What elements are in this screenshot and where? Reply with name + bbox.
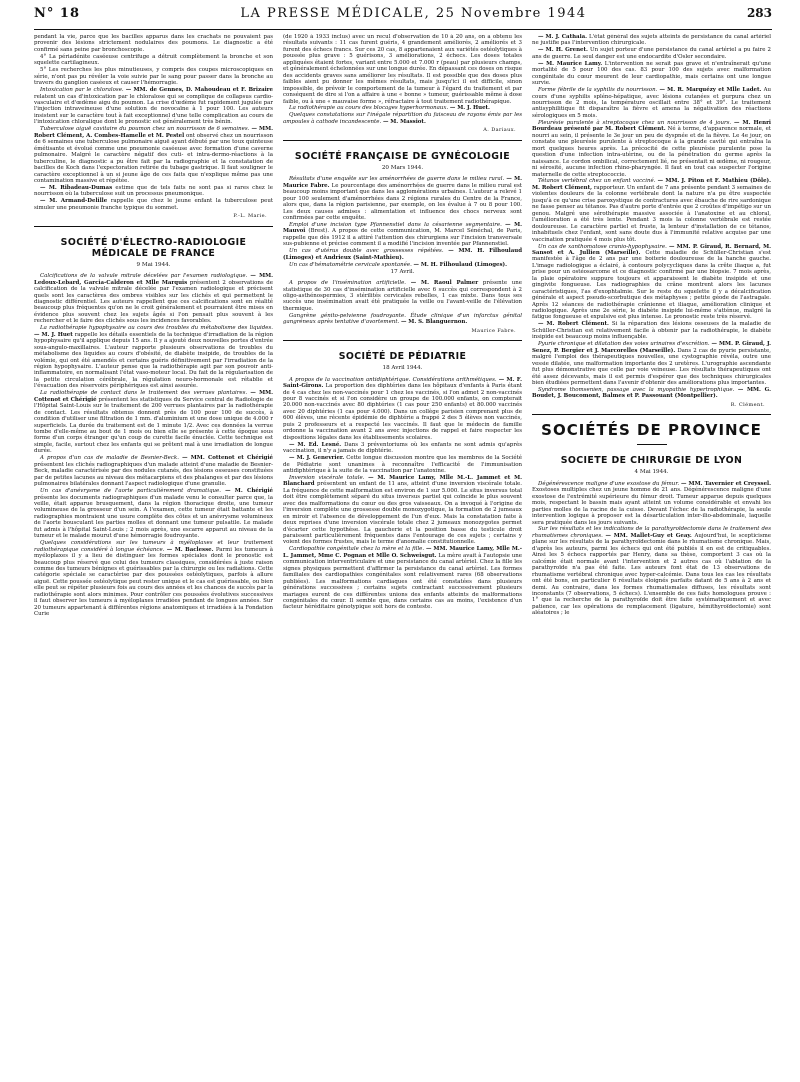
communication	[532, 321, 771, 340]
communication-text: Aujourd'hui, le scepticisme plane sur les résultats de la parathyroïdectomie dans le rhumatisme chronique. Mais, d'après les auteurs, parmi les échecs qui ont été publiés il en est de critiquables. Ainsi les 5 échecs rapportés par Henry, dans sa thèse, comportent 3 cas où la calcémie était normale avant l'intervention et 2 autres cas où l'ablation de la parathyroïde n'a pas été faite. Les auteurs font état de 13 observations de rhumatisme vertébral chronique avec hyper-calcémie. Dans tous les cas les résultats ont été bons, en particulier 6 résultats éloignés parfaits datant de 5 ans à 2 ans et demi. Au contraire, dans les formes rhumatismales diffuses, les résultats sont inconstants (7 observations, 5 échecs). L'ensemble de ces faits homologues prouve : 1° que la recherche de la parathyroïde doit être faite systématiquement et avec patience, car les opérations de remplacement (ligature, hémithyroïdectomie) sont aléatoires ; le	[532, 532, 771, 617]
communication	[34, 488, 273, 540]
communication-authors: — M. Raoul Palmer	[410, 280, 479, 287]
communication	[34, 325, 273, 390]
communication-title: A propos d'un cas de maladie de Besnier-Beck.	[40, 455, 179, 462]
communication-title: La radiothérapie hypophysaire au cours des troubles du métabolisme des liquides.	[40, 325, 273, 332]
communication-authors: — M. J. Genevrier.	[289, 455, 345, 462]
communication	[532, 526, 771, 616]
communication-text: estime que de tels faits ne sont pas si rares chez le nourrisson où la tuberculose suit un processus pneumonique.	[34, 184, 273, 198]
communication-authors: — M. Armand-Delille	[40, 198, 108, 205]
communication	[283, 222, 522, 248]
signature: R. Clément.	[730, 401, 765, 408]
communication-authors: — MM. Robert Clément, A. Combes-Hamelle et M. Pestel	[34, 126, 273, 139]
communication-text: Parmi les tumeurs à myéloplaxes il y a lieu de distinguer les formes spéciales dont le pronostic est beaucoup plus réservé que celui des tumeurs classiques, considérées à juste raison comme des tumeurs bénignes et guérissables par la chirurgie ou les radiations. Cette catégorie spéciale se caractérise par des poussées ostéolytiques, parfois à allure aiguë. Cette poussée ostéolytique peut rester unique et le cas est guérissable, ou bien elle peut se répéter plusieurs fois au cours des années et les chances de succès par la radiothérapie sont alors minimes. Pour contrôler ces poussées évolutives successives il faut observer les tumeurs à myéloplaxes irradiées pendant de longues années. Sur 20 tumeurs appartenant à différentes régions anatomiques et irradiées à la Fondation Curie	[34, 546, 273, 618]
communication-text: Exostoses multiples chez un jeune homme de 21 ans. Dégénérescence maligne d'une exostose de l'extrémité supérieure du fémur droit. Tumeur apparue depuis quelques mois, respectant le bassin mais ayant atteint un volume considérable et envahi les parties molles de la racine de la cuisse. Devant l'échec de la radiothérapie, la seule intervention logique à proposer est la désarticulation inter-ilio-abdominale, laquelle sera pratiquée dans les jours suivants.	[532, 487, 771, 526]
communication-authors: — MM. Maurice Lamy, Mlle M.-L. Jammet, Mme C. Pognan et Mlle O. Schweisgut.	[283, 546, 522, 559]
communication	[283, 280, 522, 312]
communication-title: Dégénérescence maligne d'une exostose du fémur.	[538, 480, 680, 487]
communication-authors: — M. Chérigié	[225, 488, 273, 495]
communication-authors: — MM. de Gennes, D. Mahoudeau et F. Brizaire	[125, 87, 273, 94]
communication	[283, 105, 522, 111]
communication	[283, 313, 522, 326]
communication-authors: — M. S. Blanguernon.	[400, 319, 468, 326]
communication	[283, 262, 522, 268]
running-head	[34, 6, 772, 30]
communication-text: Cette longue discussion montre que les membres de la Société de Pédiatrie sont unanimes à reconnaître l'efficacité de l'immunisation antidiphtérique à la suite de la vaccination par l'anatoxine.	[283, 455, 522, 474]
communication	[283, 475, 522, 546]
signature: P.-L. Marie.	[233, 213, 267, 220]
paragraph: 4° La périadénite caséeuse centrifuge a détruit complètement la bronche et son squelette cartilagineux.	[34, 53, 273, 67]
communication-title: La radiothérapie au cours des blocages hyperhormonaux.	[289, 105, 449, 112]
communication-title: Un cas d'utérus double avec grossesses répétées.	[289, 248, 444, 255]
communication-authors: — M. Massiot.	[382, 118, 426, 125]
article-columns	[34, 34, 772, 1079]
communication	[532, 178, 771, 243]
communication-title: Sur les résultats et les indications de la parathyroïdectomie dans le traitement des rhumatismes chroniques.	[532, 526, 771, 539]
communication	[34, 87, 273, 126]
communication-text: ont observé chez un nourrisson de 6 semaines une tuberculose pulmonaire aiguë ayant débuté par une toux quinteuse émétisante et évolué comme une pneumonie caséeuse avec formation d'une caverne pulmonaire. Malgré le caractère négatif des cuti- et intra-dermo-réactions à la tuberculine, le diagnostic a pu être fait par la radiographie et la constatation de bacilles de Koch dans l'expectoration retirée du tubage gastrique. Il faut souligner le caractère exceptionnel à un si jeune âge de ces faits que n'explique même pas une contamination massive et répétée.	[34, 132, 273, 184]
communication-title: Un cas d'anévrysme de l'aorte particulièrement dramatique.	[40, 488, 221, 495]
signature: A. Dariaux.	[483, 127, 516, 134]
communication-authors: — MM. Tavernier et Creyssel.	[681, 480, 771, 487]
communication	[283, 176, 522, 221]
communication	[283, 546, 522, 611]
communication	[34, 273, 273, 325]
communication	[532, 120, 771, 178]
communication-title: Emploi d'une incision type Pfannenstiel dans la césarienne segmentaire.	[289, 221, 502, 228]
communication-authors: — M. R. Marquézy et Mlle Ladet.	[659, 87, 762, 94]
communication-authors: — M. Maurice Fabre.	[283, 176, 522, 189]
communication-text: présentent 2 observations de calcification de la valvule mitrale décelée par l'examen radiologique et précisent quels sont les caractères des ombres visibles sur les clichés et qui permettent le diagnostic différentiel. Les auteurs rappellent que ces calcifications sont en réalité beaucoup plus fréquentes qu'on ne le croit généralement et pourraient être mises en évidence plus souvent chez les sujets âgés si l'on pensait plus souvent à les rechercher et le faire des clichés sous les incidences favorables.	[34, 279, 273, 325]
communication-title: Un cas d'hématométrie cervicale spontanée.	[289, 261, 412, 268]
communication	[532, 34, 771, 47]
page-number: 283	[746, 6, 772, 20]
communication-text: rappelle les détails essentiels de la technique d'irradiation de la région hypophysaire qu'il applique depuis 15 ans. Il y a ajouté deux nouvelles portes d'entrée sous-angulo-maxillaires. L'auteur rapporte plusieurs observations de troubles du métabolisme des liquides au cours d'obésité, de diabète insipide, de troubles de la volémie, qui ont été amendés et certains guéris définitivement par l'irradiation de la région hypophysaire. L'auteur pense que la radiothérapie agit par son pouvoir anti-inflammatoire, en normalisant l'état vaso-moteur local. Du fait de la régularisation de la petite circulation cérébrale, la régulation neuro-hormonale est rétablie et l'évacuation des réservoirs périphériques est ainsi assurée.	[34, 331, 273, 390]
communication	[532, 387, 771, 400]
communication	[34, 126, 273, 184]
communication-title: Gangrène génito-pelvienne foudroyante. Étude clinique d'un infarctus génital gangréneux après tentative d'avortement.	[283, 312, 522, 326]
communication-authors: — M. H. Grenet.	[538, 47, 588, 54]
section-rule	[34, 226, 273, 227]
communication-authors: — M. Ribadeau-Dumas	[40, 184, 113, 191]
communication-authors: — M. Robert Clément.	[538, 321, 609, 328]
communication-text: relatent un cas d'intoxication par le chloralose qui se complique de collapsus cardio-vasculaire et d'œdème aigu du poumon. La crise d'œdème fut rapidement jugulée par l'injection intraveineuse d'une solution de novocaïne à 1 pour 100. Les auteurs insistent sur le caractère tout à fait exceptionnel d'une telle complication au cours de l'intoxication chloralique dont le pronostic est généralement très bénin.	[34, 93, 273, 126]
communication	[283, 455, 522, 474]
communication-title: Quelques considérations sur les tumeurs à myéloplaxes et leur traitement radiothérapique considéré à longue échéance.	[34, 540, 273, 553]
communication-authors: — M. Mauvoi	[283, 221, 522, 235]
communication-title: Cardiopathie congénitale chez la mère et la fille.	[289, 546, 425, 553]
communication-text: présentent un enfant de 11 ans, atteint d'une inversion viscérale totale. La fréquence de cette malformation est environ de 1 sur 5.000. Le situs inversus total doit être complètement séparé du situs inversus partiel qui coïncide le plus souvent avec des malformations du cœur ou des gros vaisseaux. On a invoqué à l'origine de l'inversion complète une grossesse double monozygotique, la formation de 2 jumeaux en miroir et l'absence de développement de l'un d'eux. Mais la constatation faite à deux reprises d'une inversion viscérale totale chez 2 jumeaux monozygotes permet d'écarter cette hypothèse. La gaucherie et la position basse du testicule droit paraissent particulièrement fréquentes dans l'entourage de ces sujets ; certains y voient des formes frustes, mais le terme d'anomalie constitutionnelle.	[283, 481, 522, 546]
communication-text: Un sujet porteur d'une persistance du canal artériel a pu faire 2 ans de guerre. Le seul danger est une endocardite d'Osler secondaire.	[532, 47, 771, 60]
communication-text: présente une statistique de 30 cas d'insémination artificielle avec 6 succès qui correspondent à 2 oligo-asthénospermies, 3 stérilités cervicales rebelles, 1 cas mixte. Dans tous ses succès une insémination avait été pratiquée la veille ou l'avant-veille de l'élévation thermique.	[283, 280, 522, 312]
section-heading: SOCIÉTÉS DE PROVINCE	[541, 421, 762, 440]
paragraph: pendant la vie, parce que les bacilles apparus dans les crachats ne pouvaient pas provenir des lésions strictement nodulaires des poumons. Le diagnostic a été confirmé sans peine par bronchoscopie.	[34, 34, 273, 53]
communication-authors: — MM. Cottenot et Chérigié	[182, 455, 273, 462]
communication	[34, 198, 273, 211]
communication-text: (Brest). A propos de cette communication, M. Marcel Sénéchal, de Paris, rappelle que dès 1912 il a attiré l'attention des chirurgiens sur l'incision transversale sus-pubienne et précise comment il a modifié l'incision inventée par Pfannenstiel.	[283, 228, 522, 248]
column-2	[283, 34, 522, 1079]
section-rule	[283, 340, 522, 341]
communication-title: Pleurésie purulente à streptocoque chez un nourrisson de 4 jours.	[538, 119, 732, 126]
communication-title: Syndrome thomsenien, passage avec la myopathie hypertrophique.	[538, 386, 735, 393]
communication-title: Tuberculose aiguë cavitaire du poumon chez un nourrisson de 6 semaines.	[40, 126, 250, 133]
society-heading: SOCIÉTÉ FRANÇAISE DE GYNÉCOLOGIE	[294, 150, 511, 162]
communication-title: A propos de la vaccination antidiphtérique. Considérations arithmétiques.	[289, 376, 497, 383]
section-rule	[283, 140, 522, 141]
communication-authors: — M. Maurice Lamy, Mlle M.-L. Jammet et M. Blanchard	[283, 474, 522, 488]
communication	[34, 390, 273, 455]
communication-text: L'intervention ne serait pas grave et n'entraînerait qu'une mortalité de 5 pour 100 des cas. 83 pour 100 des sujets avec malformation congénitale du cœur meurent de leur cardiopathie, mais certains ont une longue survie.	[532, 60, 771, 87]
session-date: 20 Mars 1944.	[381, 164, 424, 171]
communication	[532, 61, 771, 87]
communication-text: Le pourcentage des aménorrhées de guerre dans le milieu rural est beaucoup moins important que dans les agglomérations urbaines. L'auteur a relevé 1 pour 100 seulement d'aménorrhées dans 2 régions rurales du Centre de la France, alors que, dans la région parisienne, par exemple, on les évalue à 7 ou 8 pour 100. Les deux causes admises : alimentation et influence des chocs nerveux sont confirmées par cette enquête.	[283, 182, 522, 221]
communication-text: Né à terme, d'apparence normale, et nourri au sein, il présente le 3e jour un peu de dyspnée et de la fièvre. Le 4e jour, on constate une pleurésie purulente à streptocoque à la grande cavité qui entraîna la mort quelques heures après. La précocité de cette pleurésie purulente pose la question d'une infection intra-utérine, ou de la pénétration du germe après la naissance. Le cordon ombilical, correctement lié, ne présentait ni œdème, ni rougeur, ni sérosité, aucune infection rhino-pharyngée. Il faut en tout cas suspecter l'origine maternelle de cette streptococcie.	[532, 126, 771, 178]
communication-authors: — MM. J. Piton et F. Mathieu (Dôle). M. Robert Clément,	[532, 178, 771, 191]
communication-text: Dans 3 préventoriums où les enfants ne sont admis qu'après vaccination, il n'y a jamais de diphtérie.	[283, 441, 522, 455]
column-3	[532, 34, 771, 1079]
communication-text: Si la réparation des lésions osseuses de la maladie de Schüller-Christian est relativement facile à obtenir par la radiothérapie, le diabète insipide est beaucoup moins influençable.	[532, 321, 771, 341]
section-rule	[532, 414, 771, 415]
session-date: 18 Avril 1944.	[382, 365, 423, 372]
communication-authors: — MM. Ledoux-Lebard, Garcia-Calderon et Mlle Marquis	[34, 273, 273, 286]
communication-title: Calcifications de la valvule mitrale décelées par l'examen radiologique.	[40, 273, 248, 280]
communication-authors: — M. Ed. Lesné.	[289, 441, 342, 448]
communication-authors: — M. Baclesse.	[166, 546, 214, 553]
communication	[34, 455, 273, 487]
communication	[532, 341, 771, 386]
journal-title: LA PRESSE MÉDICALE, 25 Novembre 1944	[240, 6, 587, 21]
communication-text: L'état général des sujets atteints de persistance du canal artériel ne justifie pas l'intervention chirurgicale.	[532, 34, 771, 47]
communication	[283, 377, 522, 442]
society-heading: SOCIÉTÉ D'ÉLECTRO-RADIOLOGIE MÉDICALE DE FRANCE	[60, 236, 247, 259]
paragraph: (de 1920 à 1933 inclus) avec un recul d'observation de 10 à 20 ans, on a obtenu les résultats suivants : 11 cas furent guéris, 4 grandement améliorés, 2 améliorés et 3 furent des échecs francs. Sur ces 20 cas, 8 appartenaient aux variétés ostéolytiques à poussée plus grave : 5 guérisons, 3 améliorations, 2 échecs. Les doses totales appliquées étaient fortes, variant entre 5.000 et 7.000 r (peau) par plusieurs champs, et généralement échelonnées sur une longue durée. En dépassant ces doses on risque des accidents graves sans améliorer les résultats. Il est possible que des doses plus faibles aient pu donner les mêmes résultats, mais jusqu'ici il est difficile, sinon impossible, de prévoir le comportement de la tumeur à l'égard du traitement et par conséquent de dire si l'on a affaire à une « bonne » tumeur, guérissable même à dose faible, ou à une « mauvaise forme », réfractaire à tout traitement radiothérapique.	[283, 34, 522, 105]
communication-text: rapporteur. Un enfant de 7 ans présente pendant 3 semaines de violentes douleurs de la colonne vertébrale dont la nature n'a pu être suspectée jusqu'à ce qu'une crise paroxystique de contractures avec ébauche de rire sardonique ne fasse penser au tétanos. Pas d'autre porte d'entrée que 2 croûtes d'impétigo sur un genou. Malgré une sérothérapie massive associée à l'anatoxine et au chloral, l'amélioration a été très lente. Pendant 3 mois la colonne vertébrale est restée douloureuse. Le caractère partiel et fruste, la lenteur d'installation de ce tétanos, inhabituels chez l'enfant, sont sans doute dus à l'immunité relative acquise par une vaccination pratiquée 4 mois plus tôt.	[532, 184, 771, 243]
paragraph: 5° Les recherches les plus minutieuses, y compris des coupes microscopiques en série, n'ont pas pu révéler la voie suivie par le sang pour passer dans la bronche au travers du ganglion caséeux et causer l'hémorragie.	[34, 67, 273, 87]
communication-text: La mère avait à l'autopsie une communication interventriculaire et une persistance du canal artériel. Chez la fille les signes physiques permettent d'affirmer la persistance du canal artériel. Les formes familiales des cardiopathies congénitales sont relativement rares (68 observations publiées). Les malformations cardiaques ont été constatées dans plusieurs générations successives ; certains sujets contractant successivement plusieurs mariages eurent de ces différentes unions des enfants atteints de malformations congénitales du cœur. Il semble que, dans certains cas au moins, l'existence d'un facteur héréditaire génotypique soit hors de conteste.	[283, 552, 522, 611]
communication-title: Quelques constatations sur l'inégale répartition du faisceau de rayons émis par les ampoules à cathode incandescente.	[283, 112, 522, 125]
society-heading: SOCIÉTÉ DE PÉDIATRIE	[338, 351, 467, 363]
communication-text: présente les documents radiographiques d'un malade venu le consulter parce que, la veille, était apparue brusquement, dans la région thoracique droite, une tumeur volumineuse de la grosseur d'un sein. A l'examen, cette tumeur était battante et les radiographies montraient une usure complète des côtes et un anévrysme volumineux de l'aorte bousculant les parties molles et donnant une tumeur pulsatile. Le malade fut admis à l'hôpital Saint-Louis ; 2 mois après, une escarre apparut au niveau de la tumeur et le malade mourut d'une hémorragie foudroyante.	[34, 494, 273, 540]
communication-authors: — MM. H. Filhoulaud (Limoges) et Andrieux (Saint-Mathieu).	[283, 248, 522, 261]
communication	[283, 112, 522, 125]
communication-authors: — M. J. Huet	[34, 331, 73, 338]
session-date: 4 Mai 1944.	[634, 469, 669, 476]
communication	[532, 481, 771, 526]
divider	[637, 444, 667, 445]
signature: Maurice Fabre.	[471, 327, 516, 334]
communication	[532, 47, 771, 60]
session-date: 17 Avril.	[390, 268, 415, 275]
communication	[283, 248, 522, 261]
communication-title: Forme fébrile de la syphilis du nourrisson.	[538, 87, 658, 94]
communication-authors: — M. J. Huet.	[449, 105, 490, 112]
communication-text: La proportion des diphtéries dans les hôpitaux d'enfants à Paris étant de 4 cas chez les non-vaccinés pour 1 chez les vaccinés, si l'on admet 2 non-vaccinés pour 8 vaccinés et si l'on considère un groupe de 100.000 enfants, on compterait 20.000 non-vaccinés avec 80 diphtéries (1 cas pour 250 enfants) et 80.000 vaccinés avec 20 diphtéries (1 cas pour 4.000). Dans un collège parisien comprenant plus de 600 élèves, une récente épidémie de diphtérie a frappé 2 des 5 élèves non vaccinés, puis 2 professeurs et a respecté les vaccinés. Il faut que le médecin de famille ordonne la vaccination avant 2 ans avec injections de rappel et faire respecter les dispositions légales dans les établissements scolaires.	[283, 383, 522, 441]
communication-text: Au cours d'une syphilis spléno-hépatique, avec lésions cutanées et purpura chez un nourrisson de 2 mois, la température oscillait entre 38° et 39°. Le traitement antisyphilitique fit disparaître la fièvre et amena la négativation des réactions sérologiques en 5 mois.	[532, 87, 771, 119]
communication-title: Inversion viscérale totale.	[289, 474, 365, 481]
communication-authors: — MM. P. Giraud, R. Bernard, M. Sansot et A. Jullien (Marseille).	[532, 243, 771, 256]
communication-authors: — M. H. Filhoulaud (Limoges).	[413, 261, 507, 268]
communication-text: rappelle que chez le jeune enfant la tuberculose peut simuler une pneumonie franche typique du sommet.	[34, 198, 273, 211]
communication-title: Tétanos vertébral chez un enfant vacciné.	[538, 178, 656, 185]
communication-authors: — MM. Cottenot et Chérigié	[34, 390, 273, 403]
communication	[283, 442, 522, 455]
session-date: 9 Mai 1944.	[136, 261, 171, 268]
communication-title: Pyurie chronique et dilatation des voies urinaires d'excrétion.	[538, 341, 710, 348]
communication	[34, 540, 273, 617]
society-heading: SOCIETE DE CHIRURGIE DE LYON	[560, 455, 743, 467]
communication-title: Un cas de xanthomatose cranio-hypophysaire.	[538, 243, 667, 250]
communication	[532, 87, 771, 119]
communication-text: présentent les statistiques du Service central de Radiologie de l'Hôpital Saint-Louis sur le traitement de 200 verrues plantaires par la radiothérapie de contact. Les résultats obtenus donnent près de 100 pour 100 de succès, à condition d'utiliser une filtration de 1 mm. d'aluminium et une dose unique de 4.000 r superficiels. La durée du traitement est de 1 minute 1/2. Avec ces données la verrue tombe d'elle-même au bout de 1 mois ou bien elle se présente à cette époque sous forme d'un corps étranger qu'un coup de curette facile énuclée. Cette technique est simple, facile, surtout chez les enfants qui se prêtent mal à une irradiation de longue durée.	[34, 396, 273, 455]
communication-authors: — M. Maurice Lamy.	[538, 60, 603, 67]
communication-authors: — MM. Mallet-Guy et Geay.	[605, 532, 692, 539]
communication-authors: — M. J. Cathala.	[538, 34, 588, 40]
communication-title: A propos de l'insémination artificielle.	[289, 280, 407, 287]
communication-text: Cette maladie de Schüller-Christian s'est manifestée à l'âge de 2 ans par une boiterie douloureuse de la hanche gauche. L'image radiologique a éclairé, à contours polycycliques dans la crête iliaque a, fut prise pour un ostéosarcome et ce diagnostic confirmé par une biopsie. 7 mois après, la plaie opératoire suppure toujours et apparaissent le diabète insipide et une gingivite fongueuse. Les radiographies du crâne montrent alors les lacunes caractéristiques, l'as d'exophtalmie. Sur le reste du squelette il y a décalcification générale et aspect pseudo-scorbutique des métaphyses ; petite géode de l'astragale. Après 12 séances de radiothérapie crânienne et iliaque, amélioration clinique et radiologique. Après une 2e série, le diabète insipide lui-même s'atténue, malgré la fatigue fongueuse et expulsive est plus intense. Le pronostic reste très réservé.	[532, 249, 771, 321]
communication-text: présentent les clichés radiographiques d'un malade atteint d'une maladie de Besnier-Beck, maladie caractérisée par des nodules cutanés, des lésions osseuses constituées par de petites lacunes au niveau des métacarpiens et des phalanges et par des lésions pulmonaires bilatérales donnant l'aspect radiologique d'une granulie.	[34, 461, 273, 488]
communication	[34, 185, 273, 198]
communication-title: La radiothérapie de contact dans le traitement des verrues plantaires.	[40, 390, 248, 397]
communication-title: Résultats d'une enquête sur les aménorrhées de guerre dans le milieu rural.	[289, 176, 505, 183]
communication-authors: — M. Henri Bourdeau présenté par M. Robert Clément.	[532, 119, 771, 133]
communication-text: Dans 2 cas de pyurie persistante, malgré l'emploi des thérapeutiques nouvelles, une cystographie révéla, outre une vessie dilatée, une malformation importante des 2 uretères. L'urographie ascendante fut plus démonstrative que celle par voie veineuse. Les résultats thérapeutiques ont été assez décevants, mais il est permis d'espérer que des techniques chirurgicales bien étudiées permettent dans l'avenir d'obtenir des améliorations plus importantes.	[532, 347, 771, 387]
communication-authors: — M. F. Saint-Girons.	[283, 376, 522, 390]
communication-authors: — MM. P. Giraud, J. Senez, P. Bergier et J. Marcorelles (Marseille).	[532, 341, 771, 354]
communication-authors: — MM. G. Boudet, J. Boucomont, Balmes et P. Passouant (Montpellier).	[532, 386, 771, 400]
communication	[532, 244, 771, 321]
communication-title: Intoxication par le chloralose.	[40, 87, 124, 94]
issue-number: N° 18	[34, 6, 80, 21]
column-1	[34, 34, 273, 1079]
